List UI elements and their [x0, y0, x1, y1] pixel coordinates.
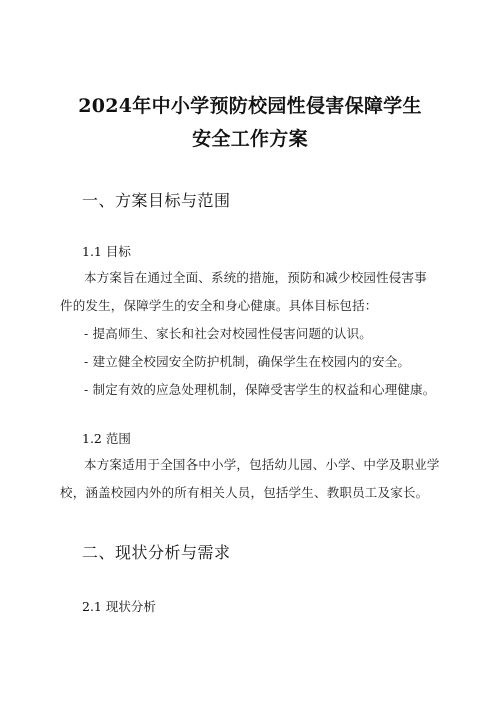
- scope-paragraph-line2: 校，涵盖校园内外的所有相关人员，包括学生、教职员工及家长。: [60, 485, 429, 500]
- subsection-1-1-heading: 1.1 目标: [82, 244, 131, 259]
- document-title-line2: 安全工作方案: [192, 128, 308, 150]
- section2-heading: 二、现状分析与需求: [82, 543, 231, 562]
- goal-bullet-3: - 制定有效的应急处理机制，保障受害学生的权益和心理健康。: [84, 382, 436, 397]
- document-title-line1: 2024年中小学预防校园性侵害保障学生: [78, 95, 422, 117]
- goal-paragraph-line1: 本方案旨在通过全面、系统的措施，预防和减少校园性侵害事: [84, 270, 427, 285]
- scope-paragraph-line1: 本方案适用于全国各中小学，包括幼儿园、小学、中学及职业学: [84, 457, 440, 472]
- goal-bullet-2: - 建立健全校园安全防护机制，确保学生在校园内的安全。: [84, 354, 411, 369]
- goal-bullet-1: - 提高师生、家长和社会对校园性侵害问题的认识。: [84, 326, 372, 341]
- section1-heading: 一、方案目标与范围: [82, 191, 231, 210]
- subsection-2-1-heading: 2.1 现状分析: [82, 599, 156, 614]
- subsection-1-2-heading: 1.2 范围: [82, 431, 131, 446]
- goal-paragraph-line2: 件的发生，保障学生的安全和身心健康。具体目标包括：: [60, 298, 378, 313]
